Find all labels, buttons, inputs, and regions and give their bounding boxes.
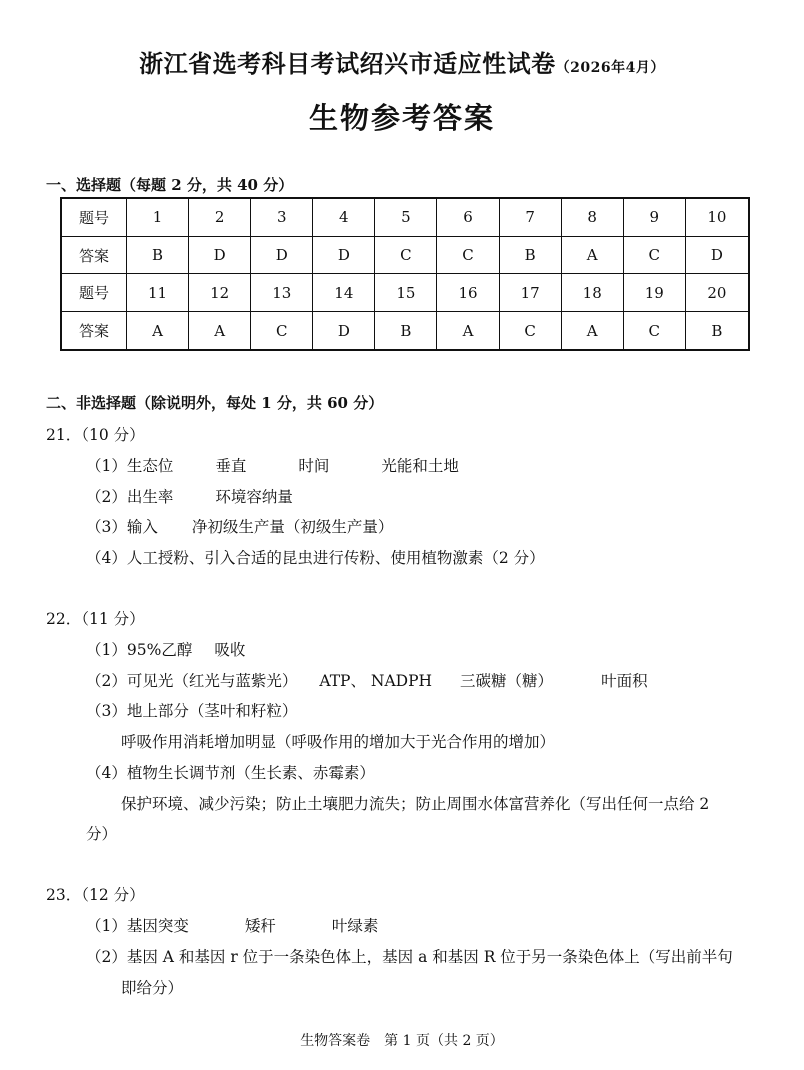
table-cell: 13 [251,274,313,312]
table-cell: 12 [189,274,251,312]
title-main: 浙江省选考科目考试绍兴市适应性试卷 [139,49,556,78]
q22-title: 22．（11 分） [46,610,145,628]
q23-title: 23．（12 分） [46,886,145,904]
table-cell: C [623,312,685,350]
q21-a3-part: 净初级生产量（初级生产量） [191,518,394,536]
table-cell: 16 [437,274,499,312]
q22-a1-part: 吸收 [214,641,246,659]
title-date-note: （2026年4月） [555,60,665,76]
q23-a1-part: （1）基因突变 [86,917,189,935]
q23-answer-1 [86,914,378,936]
table-cell: C [251,312,313,350]
table-cell: B [375,312,437,350]
q21-a1-part: 光能和土地 [381,457,459,475]
table-cell: 1 [127,198,189,236]
page-footer: 生物答案卷 第 1 页（共 2 页） [300,1033,504,1049]
section-2-heading: 二、非选择题（除说明外，每处 1 分，共 60 分） [46,394,384,412]
q21-a1-part: 时间 [298,457,330,475]
table-cell: C [499,312,561,350]
q23-answer-2: （2）基因 A 和基因 r 位于一条染色体上，基因 a 和基因 R 位于另一条染色体上（写出前半句 [86,948,733,966]
q23-a1-part: 矮秆 [244,917,276,935]
q21-a2-part: （2）出生率 [86,488,174,506]
q22-answer-4-detail: 保护环境、减少污染；防止土壤肥力流失；防止周围水体富营养化（写出任何一点给 2 [121,795,710,813]
q21-a2-part: 环境容纳量 [215,488,293,506]
q21-answer-4: （4）人工授粉、引入合适的昆虫进行传粉、使用植物激素（2 分） [86,549,545,567]
table-row [61,198,749,236]
table-cell: 6 [437,198,499,236]
table-cell: D [313,312,375,350]
table-cell: B [127,236,189,274]
answer-table [60,197,750,351]
table-cell: 19 [623,274,685,312]
table-cell: 14 [313,274,375,312]
table-cell: C [375,236,437,274]
page-subtitle: 生物参考答案 [308,101,495,135]
table-cell: 18 [561,274,623,312]
table-cell: 15 [375,274,437,312]
page-title [0,44,804,79]
table-row [61,236,749,274]
table-cell: 9 [623,198,685,236]
table-cell: 10 [685,198,749,236]
table-cell: 3 [251,198,313,236]
table-cell: D [685,236,749,274]
table-cell: D [251,236,313,274]
q23-a1-part: 叶绿素 [331,917,379,935]
table-row [61,274,749,312]
table-cell: D [189,236,251,274]
q21-a3-part: （3）输入 [86,518,158,536]
q22-answer-3: （3）地上部分（茎叶和籽粒） [86,702,298,720]
table-cell: A [127,312,189,350]
q22-answer-4: （4）植物生长调节剂（生长素、赤霉素） [86,764,375,782]
table-cell: C [437,236,499,274]
row-label: 答案 [61,236,127,274]
q21-answer-2 [86,485,293,507]
q21-a1-part: 垂直 [215,457,247,475]
q22-a2-part: 叶面积 [601,672,648,690]
q22-a2-part: （2）可见光（红光与蓝紫光） [86,672,298,690]
q22-a1-part: （1）95%乙醇 [86,641,193,659]
table-cell: C [623,236,685,274]
table-cell: 5 [375,198,437,236]
table-cell: 2 [189,198,251,236]
q23-answer-2-cont: 即给分） [121,979,184,997]
table-cell: B [499,236,561,274]
q21-title: 21．（10 分） [46,426,145,444]
q21-answer-1 [86,454,459,476]
table-cell: A [561,236,623,274]
table-cell: 11 [127,274,189,312]
table-row [61,312,749,350]
table-cell: 17 [499,274,561,312]
q22-answer-2 [86,669,648,691]
row-label: 答案 [61,312,127,350]
table-cell: D [313,236,375,274]
section-1-heading: 一、选择题（每题 2 分，共 40 分） [46,176,294,194]
q22-a2-part: ATP、 NADPH [319,672,433,690]
q22-answer-4-detail-cont: 分） [86,825,118,843]
table-cell: 7 [499,198,561,236]
table-cell: 8 [561,198,623,236]
table-cell: A [189,312,251,350]
table-cell: A [437,312,499,350]
table-cell: B [685,312,749,350]
q22-answer-1 [86,638,245,660]
q21-answer-3 [86,515,393,537]
q21-a1-part: （1）生态位 [86,457,174,475]
row-label: 题号 [61,198,127,236]
q22-a2-part: 三碳糖（糖） [460,672,554,690]
table-cell: A [561,312,623,350]
table-cell: 4 [313,198,375,236]
q22-answer-3-detail: 呼吸作用消耗增加明显（呼吸作用的增加大于光合作用的增加） [121,733,556,751]
table-cell: 20 [685,274,749,312]
row-label: 题号 [61,274,127,312]
